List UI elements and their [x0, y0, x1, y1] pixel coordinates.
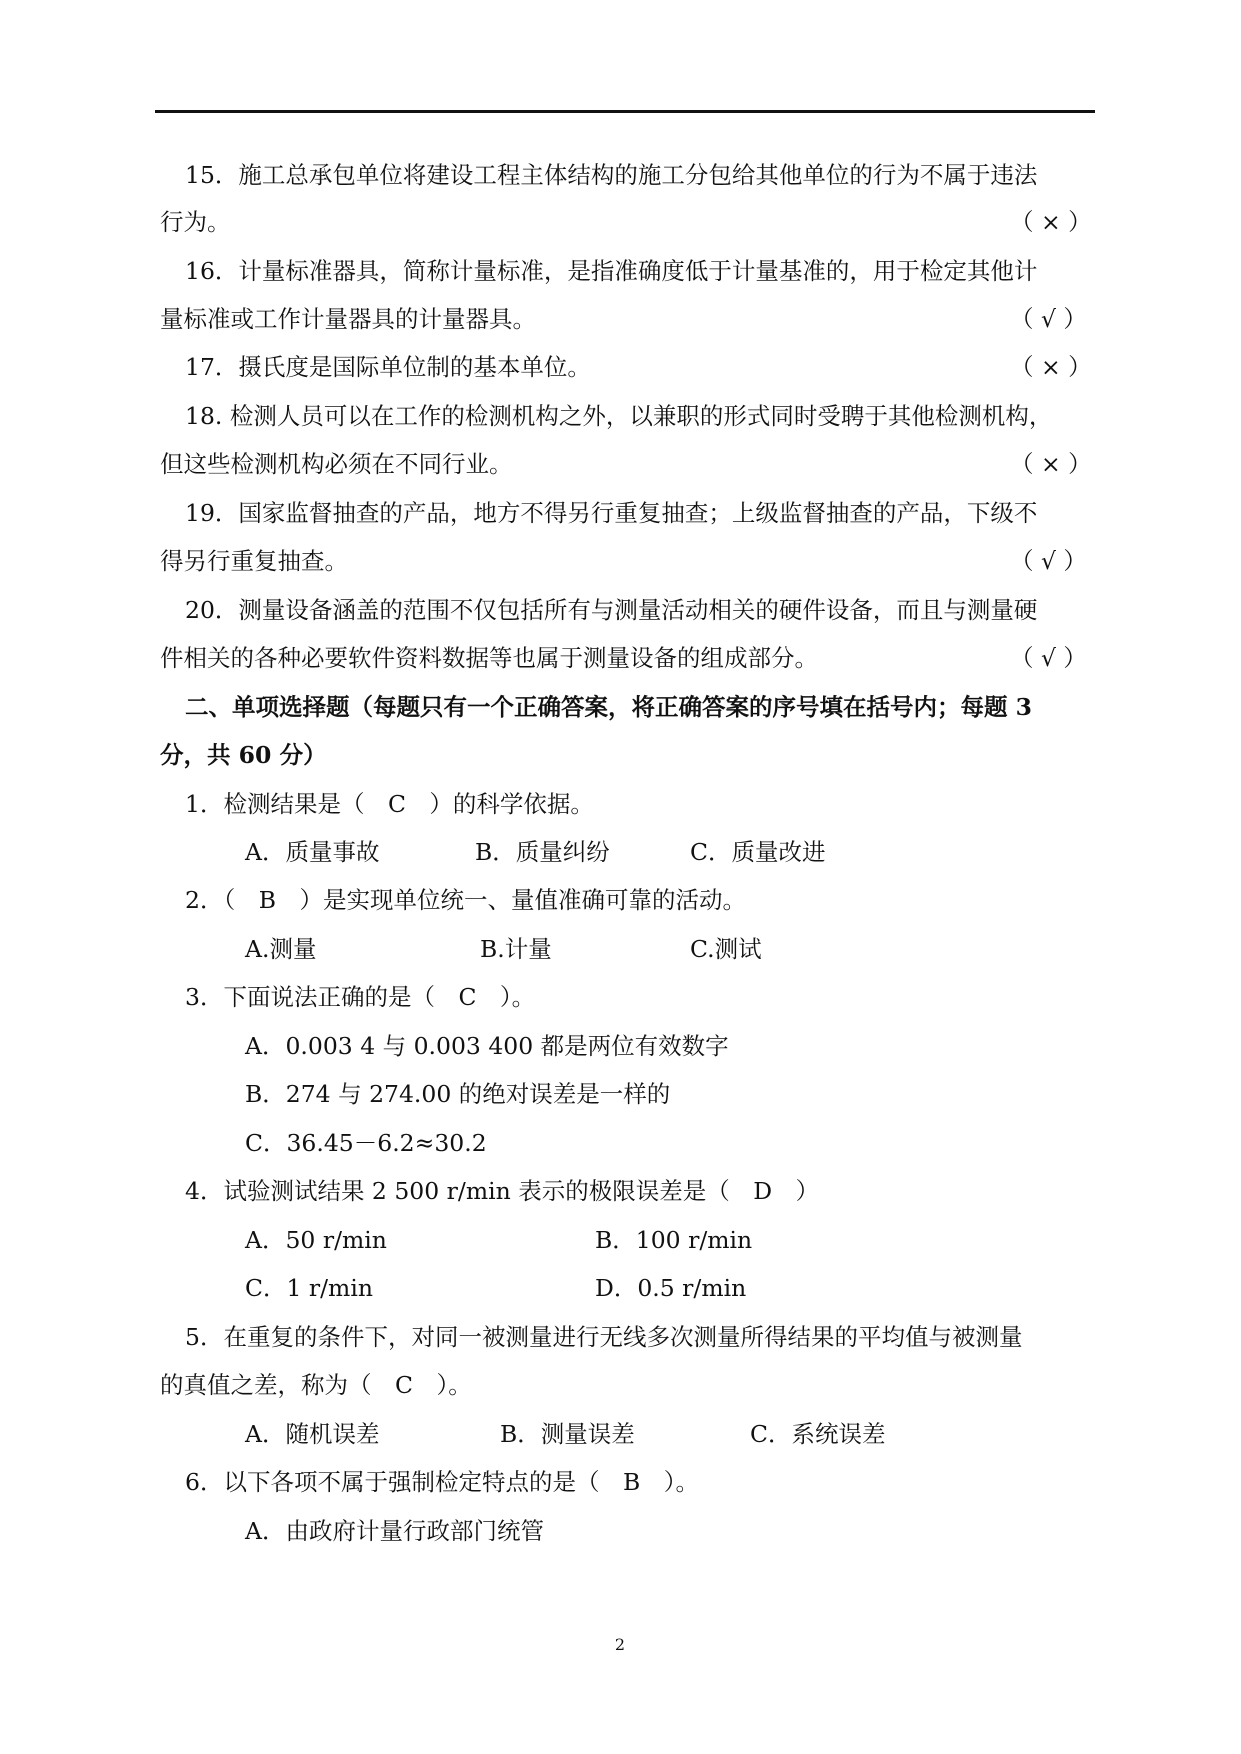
q18-line1: 18. 检测人员可以在工作的检测机构之外，以兼职的形式同时受聘于其他检测机构， — [185, 402, 1053, 430]
choice-q6-stem: 6．以下各项不属于强制检定特点的是（ B ）。 — [185, 1468, 699, 1496]
choice-q2-stem: 2．（ B ）是实现单位统一、量值准确可靠的活动。 — [185, 886, 746, 914]
section2-heading-line1: 二、单项选择题（每题只有一个正确答案，将正确答案的序号填在括号内；每题 3 — [185, 693, 1033, 721]
choice-q5-option-b: B．测量误差 — [500, 1420, 635, 1448]
choice-q1-option-c: C．质量改进 — [690, 838, 826, 866]
q19-mark: （ √ ） — [1010, 547, 1087, 575]
choice-q6-option-a: A．由政府计量行政部门统管 — [245, 1517, 544, 1545]
choice-q3-option-b: B．274 与 274.00 的绝对误差是一样的 — [245, 1080, 671, 1108]
q16-line2: 量标准或工作计量器具的计量器具。 — [160, 305, 536, 333]
choice-q1-stem: 1．检测结果是（ C ）的科学依据。 — [185, 790, 594, 818]
choice-q4-option-b: B．100 r/min — [595, 1226, 753, 1254]
q17-line1: 17．摄氏度是国际单位制的基本单位。 — [185, 353, 591, 381]
page-number: 2 — [614, 1635, 626, 1654]
section2-heading-line2: 分，共 60 分） — [160, 741, 327, 769]
q18-line2: 但这些检测机构必须在不同行业。 — [160, 450, 513, 478]
choice-q1-option-a: A．质量事故 — [245, 838, 380, 866]
q20-line2: 件相关的各种必要软件资料数据等也属于测量设备的组成部分。 — [160, 644, 818, 672]
q19-line2: 得另行重复抽查。 — [160, 547, 348, 575]
choice-q3-stem: 3．下面说法正确的是（ C ）。 — [185, 983, 536, 1011]
q16-line1: 16．计量标准器具，简称计量标准，是指准确度低于计量基准的，用于检定其他计 — [185, 257, 1038, 285]
q20-line1: 20．测量设备涵盖的范围不仅包括所有与测量活动相关的硬件设备，而且与测量硬 — [185, 596, 1038, 624]
choice-q5-stem-line1: 5．在重复的条件下，对同一被测量进行无线多次测量所得结果的平均值与被测量 — [185, 1323, 1023, 1351]
q15-line2: 行为。 — [160, 208, 231, 236]
q18-mark: （ × ） — [1010, 450, 1092, 478]
header-rule — [155, 110, 1095, 113]
choice-q2-option-a: A.测量 — [245, 935, 317, 963]
choice-q2-option-c: C.测试 — [690, 935, 762, 963]
choice-q2-option-b: B.计量 — [480, 935, 552, 963]
choice-q5-stem-line2: 的真值之差，称为（ C ）。 — [160, 1371, 472, 1399]
choice-q5-option-c: C．系统误差 — [750, 1420, 886, 1448]
choice-q4-stem: 4．试验测试结果 2 500 r/min 表示的极限误差是（ D ） — [185, 1177, 820, 1205]
choice-q3-option-c: C．36.45－6.2≈30.2 — [245, 1129, 487, 1157]
choice-q1-option-b: B．质量纠纷 — [475, 838, 610, 866]
choice-q4-option-d: D．0.5 r/min — [595, 1274, 747, 1302]
q15-line1: 15．施工总承包单位将建设工程主体结构的施工分包给其他单位的行为不属于违法 — [185, 161, 1038, 189]
q16-mark: （ √ ） — [1010, 305, 1087, 333]
choice-q4-option-a: A．50 r/min — [245, 1226, 387, 1254]
choice-q3-option-a: A．0.003 4 与 0.003 400 都是两位有效数字 — [245, 1032, 729, 1060]
q17-mark: （ × ） — [1010, 353, 1092, 381]
q20-mark: （ √ ） — [1010, 644, 1087, 672]
q15-mark: （ × ） — [1010, 208, 1092, 236]
choice-q5-option-a: A．随机误差 — [245, 1420, 380, 1448]
q19-line1: 19．国家监督抽查的产品，地方不得另行重复抽查；上级监督抽查的产品，下级不 — [185, 499, 1038, 527]
choice-q4-option-c: C．1 r/min — [245, 1274, 373, 1302]
